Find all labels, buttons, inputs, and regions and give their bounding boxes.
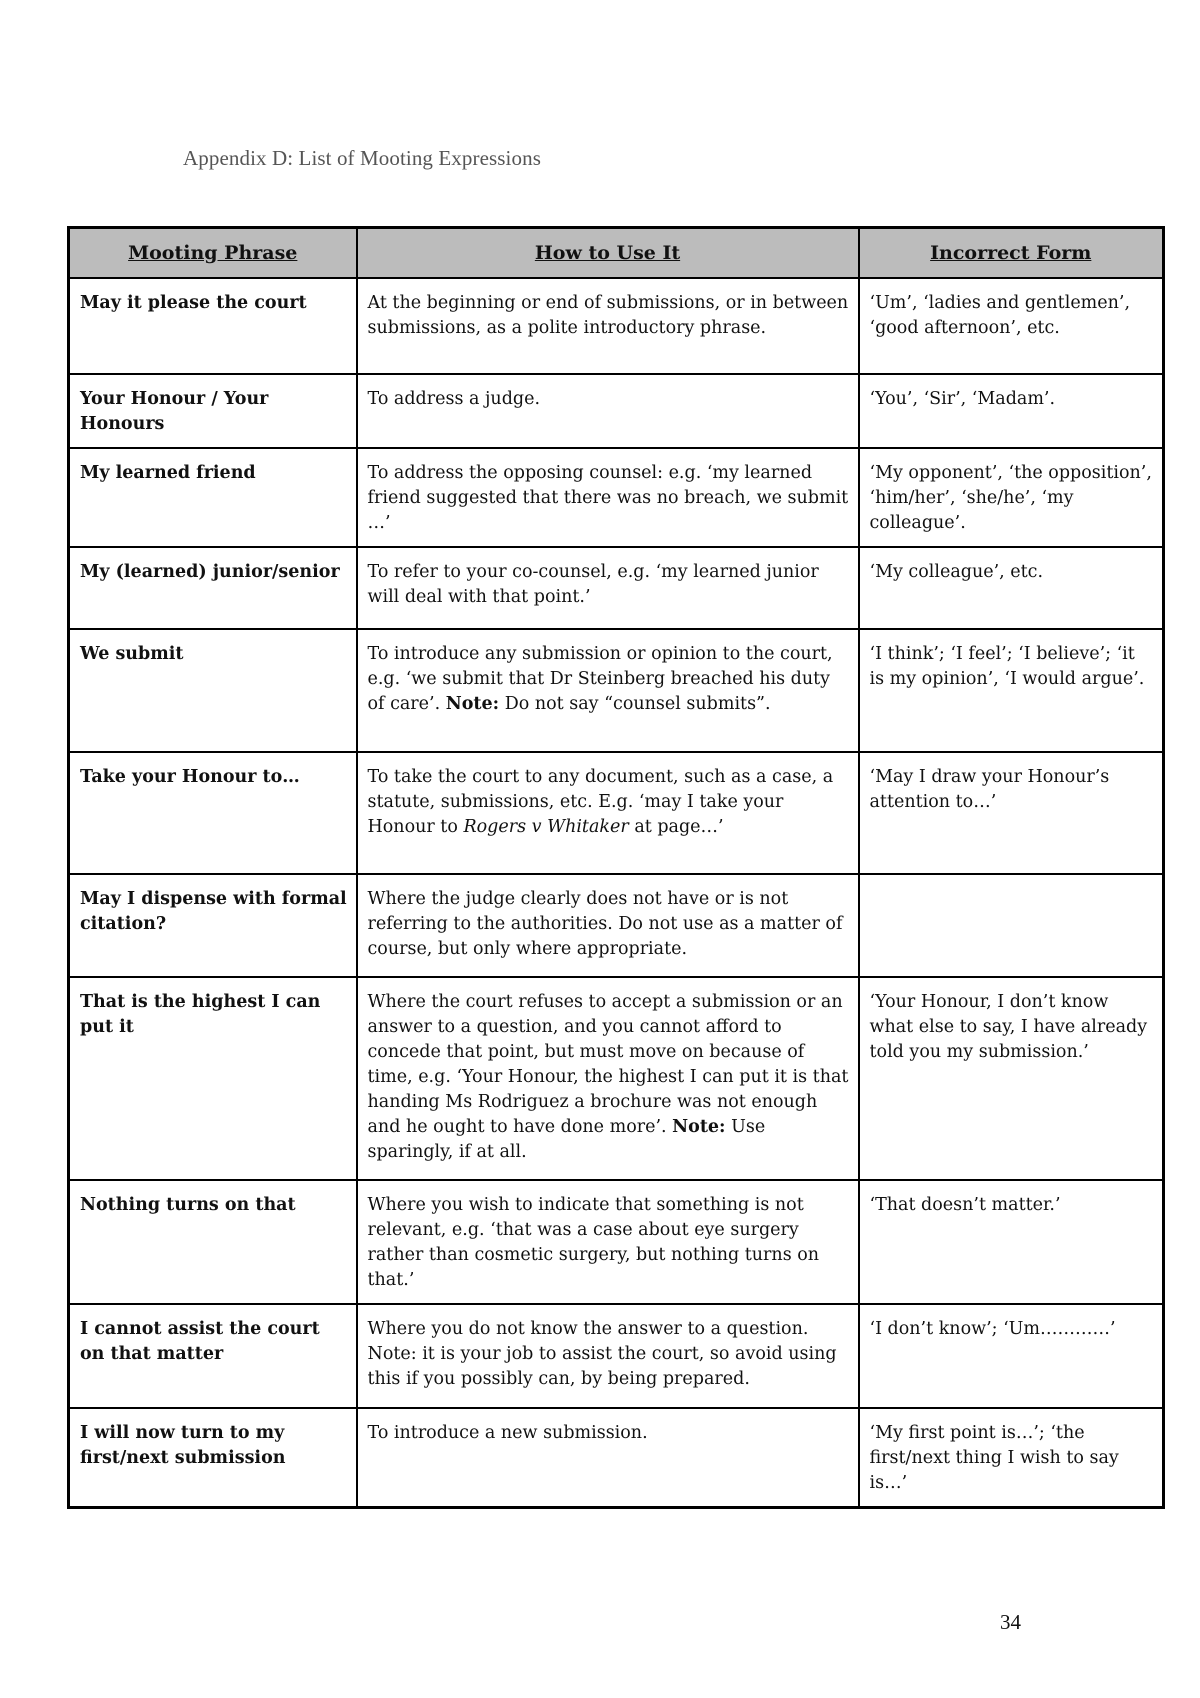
phrase-cell: I will now turn to my first/next submission	[69, 1408, 357, 1508]
table-row	[69, 547, 1164, 629]
header-incorrect-form: Incorrect Form	[859, 228, 1164, 279]
incorrect-cell: ‘I don’t know’; ‘Um…………’	[859, 1304, 1164, 1408]
usage-cell: Where you do not know the answer to a question. Note: it is your job to assist the court, so avoid using this if you possibly can, by being prepared.	[357, 1304, 859, 1408]
phrase-cell: That is the highest I can put it	[69, 977, 357, 1180]
page-number: 34	[1000, 1610, 1021, 1634]
phrase-cell: My (learned) junior/senior	[69, 547, 357, 629]
usage-text: Do not say “counsel submits”.	[504, 694, 771, 714]
mooting-expressions-table	[67, 226, 1165, 1509]
usage-text: To take the court to any document, such as a case, a statute, submissions, etc. E.g. ‘may I take your Honour to	[367, 767, 834, 837]
header-how-to-use: How to Use It	[357, 228, 859, 279]
table-row	[69, 752, 1164, 874]
page-title: Appendix D: List of Mooting Expressions	[183, 146, 541, 170]
header-mooting-phrase: Mooting Phrase	[69, 228, 357, 279]
note-label: Note:	[672, 1117, 726, 1137]
incorrect-cell: ‘My first point is…’; ‘the first/next thing I wish to say is…’	[859, 1408, 1164, 1508]
phrase-cell: Your Honour / Your Honours	[69, 374, 357, 448]
phrase-cell: I cannot assist the court on that matter	[69, 1304, 357, 1408]
table-row	[69, 448, 1164, 547]
table-header-row	[69, 228, 1164, 279]
usage-cell: To address the opposing counsel: e.g. ‘my learned friend suggested that there was no breach, we submit …’	[357, 448, 859, 547]
phrase-cell: My learned friend	[69, 448, 357, 547]
usage-text: at page…’	[634, 817, 724, 837]
phrase-cell: May I dispense with formal citation?	[69, 874, 357, 977]
usage-cell: To refer to your co-counsel, e.g. ‘my learned junior will deal with that point.’	[357, 547, 859, 629]
table-row	[69, 874, 1164, 977]
phrase-cell: We submit	[69, 629, 357, 752]
table-row	[69, 278, 1164, 374]
usage-text: Use sparingly, if at all.	[367, 1117, 766, 1162]
incorrect-cell: ‘My opponent’, ‘the opposition’, ‘him/her’, ‘she/he’, ‘my colleague’.	[859, 448, 1164, 547]
table-row	[69, 1304, 1164, 1408]
usage-text: To introduce any submission or opinion to the court, e.g. ‘we submit that Dr Steinberg breached his duty of care’.	[367, 644, 833, 714]
phrase-cell: Nothing turns on that	[69, 1180, 357, 1304]
usage-cell: At the beginning or end of submissions, or in between submissions, as a polite introductory phrase.	[357, 278, 859, 374]
usage-cell: To address a judge.	[357, 374, 859, 448]
note-label: Note:	[445, 694, 500, 714]
usage-cell	[357, 977, 859, 1180]
usage-cell	[357, 629, 859, 752]
incorrect-cell: ‘May I draw your Honour’s attention to…’	[859, 752, 1164, 874]
incorrect-cell: ‘Um’, ‘ladies and gentlemen’, ‘good afternoon’, etc.	[859, 278, 1164, 374]
usage-cell: Where the judge clearly does not have or is not referring to the authorities. Do not use as a matter of course, but only where appropriate.	[357, 874, 859, 977]
table-row	[69, 1408, 1164, 1508]
table-row	[69, 374, 1164, 448]
incorrect-cell: ‘That doesn’t matter.’	[859, 1180, 1164, 1304]
incorrect-cell: ‘My colleague’, etc.	[859, 547, 1164, 629]
table-row	[69, 977, 1164, 1180]
phrase-cell: Take your Honour to…	[69, 752, 357, 874]
usage-cell	[357, 752, 859, 874]
phrase-cell: May it please the court	[69, 278, 357, 374]
table-row	[69, 1180, 1164, 1304]
table-row	[69, 629, 1164, 752]
incorrect-cell: ‘I think’; ‘I feel’; ‘I believe’; ‘it is my opinion’, ‘I would argue’.	[859, 629, 1164, 752]
usage-cell: To introduce a new submission.	[357, 1408, 859, 1508]
case-name: Rogers v Whitaker	[463, 817, 629, 837]
incorrect-cell: ‘You’, ‘Sir’, ‘Madam’.	[859, 374, 1164, 448]
usage-text: Where the court refuses to accept a submission or an answer to a question, and you cannot afford to concede that point, but must move on because of time, e.g. ‘Your Honour, the highest I can put it is that handing Ms Rodriguez a brochure was not enough and he ought to have done more’.	[367, 992, 849, 1137]
incorrect-cell: ‘Your Honour, I don’t know what else to say, I have already told you my submission.’	[859, 977, 1164, 1180]
incorrect-cell	[859, 874, 1164, 977]
usage-cell: Where you wish to indicate that something is not relevant, e.g. ‘that was a case about eye surgery rather than cosmetic surgery, but nothing turns on that.’	[357, 1180, 859, 1304]
